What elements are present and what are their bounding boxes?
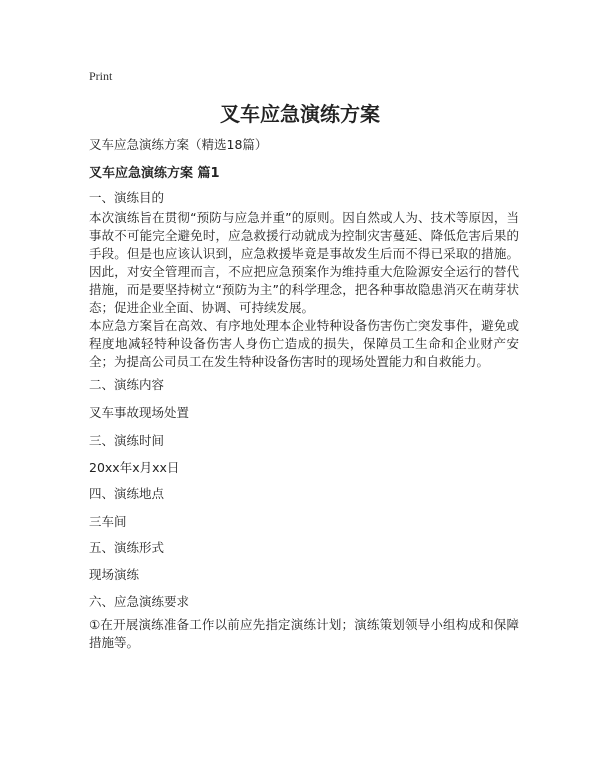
paragraph-purpose: 本次演练旨在贯彻“预防与应急并重”的原则。因自然或人为、技术等原因，当事故不可能完全避免时，应急救援行动就成为控制灾害蔓延、降低危害后果的手段。但是也应该认识到，应急救援毕竟是事故发生后而不得已采取的措施。因此，对安全管理而言，不应把应急预案作为维持重大危险源安全运行的替代措施，而是要坚持树立“预防为主”的科学理念，把各种事故隐患消灭在萌芽状态；促进企业全面、协调、可持续发展。	[89, 210, 519, 315]
document-title: 叉车应急演练方案	[220, 102, 380, 126]
content-text: 叉车事故现场处置	[89, 405, 190, 420]
heading-content: 二、演练内容	[89, 377, 165, 392]
heading-purpose: 一、演练目的	[89, 190, 165, 205]
heading-time: 三、演练时间	[89, 433, 165, 448]
paragraph-scope: 本应急方案旨在高效、有序地处理本企业特种设备伤害伤亡突发事件，避免或程度地减轻特种设备伤害人身伤亡造成的损失，保障员工生命和企业财产安全；为提高公司员工在发生特种设备伤害时的现场处置能力和自救能力。	[89, 318, 519, 369]
heading-form: 五、演练形式	[89, 540, 165, 555]
section-title: 叉车应急演练方案 篇1	[89, 166, 220, 181]
document-subtitle: 叉车应急演练方案（精选18篇）	[89, 137, 268, 152]
paragraph-requirements: ①在开展演练准备工作以前应先指定演练计划；演练策划领导小组构成和保障措施等。	[89, 617, 519, 650]
time-text: 20xx年x月xx日	[89, 460, 180, 475]
print-label: Print	[89, 69, 113, 83]
form-text: 现场演练	[89, 567, 140, 582]
location-text: 三车间	[89, 514, 127, 529]
heading-requirements: 六、应急演练要求	[89, 594, 190, 609]
heading-location: 四、演练地点	[89, 486, 165, 501]
